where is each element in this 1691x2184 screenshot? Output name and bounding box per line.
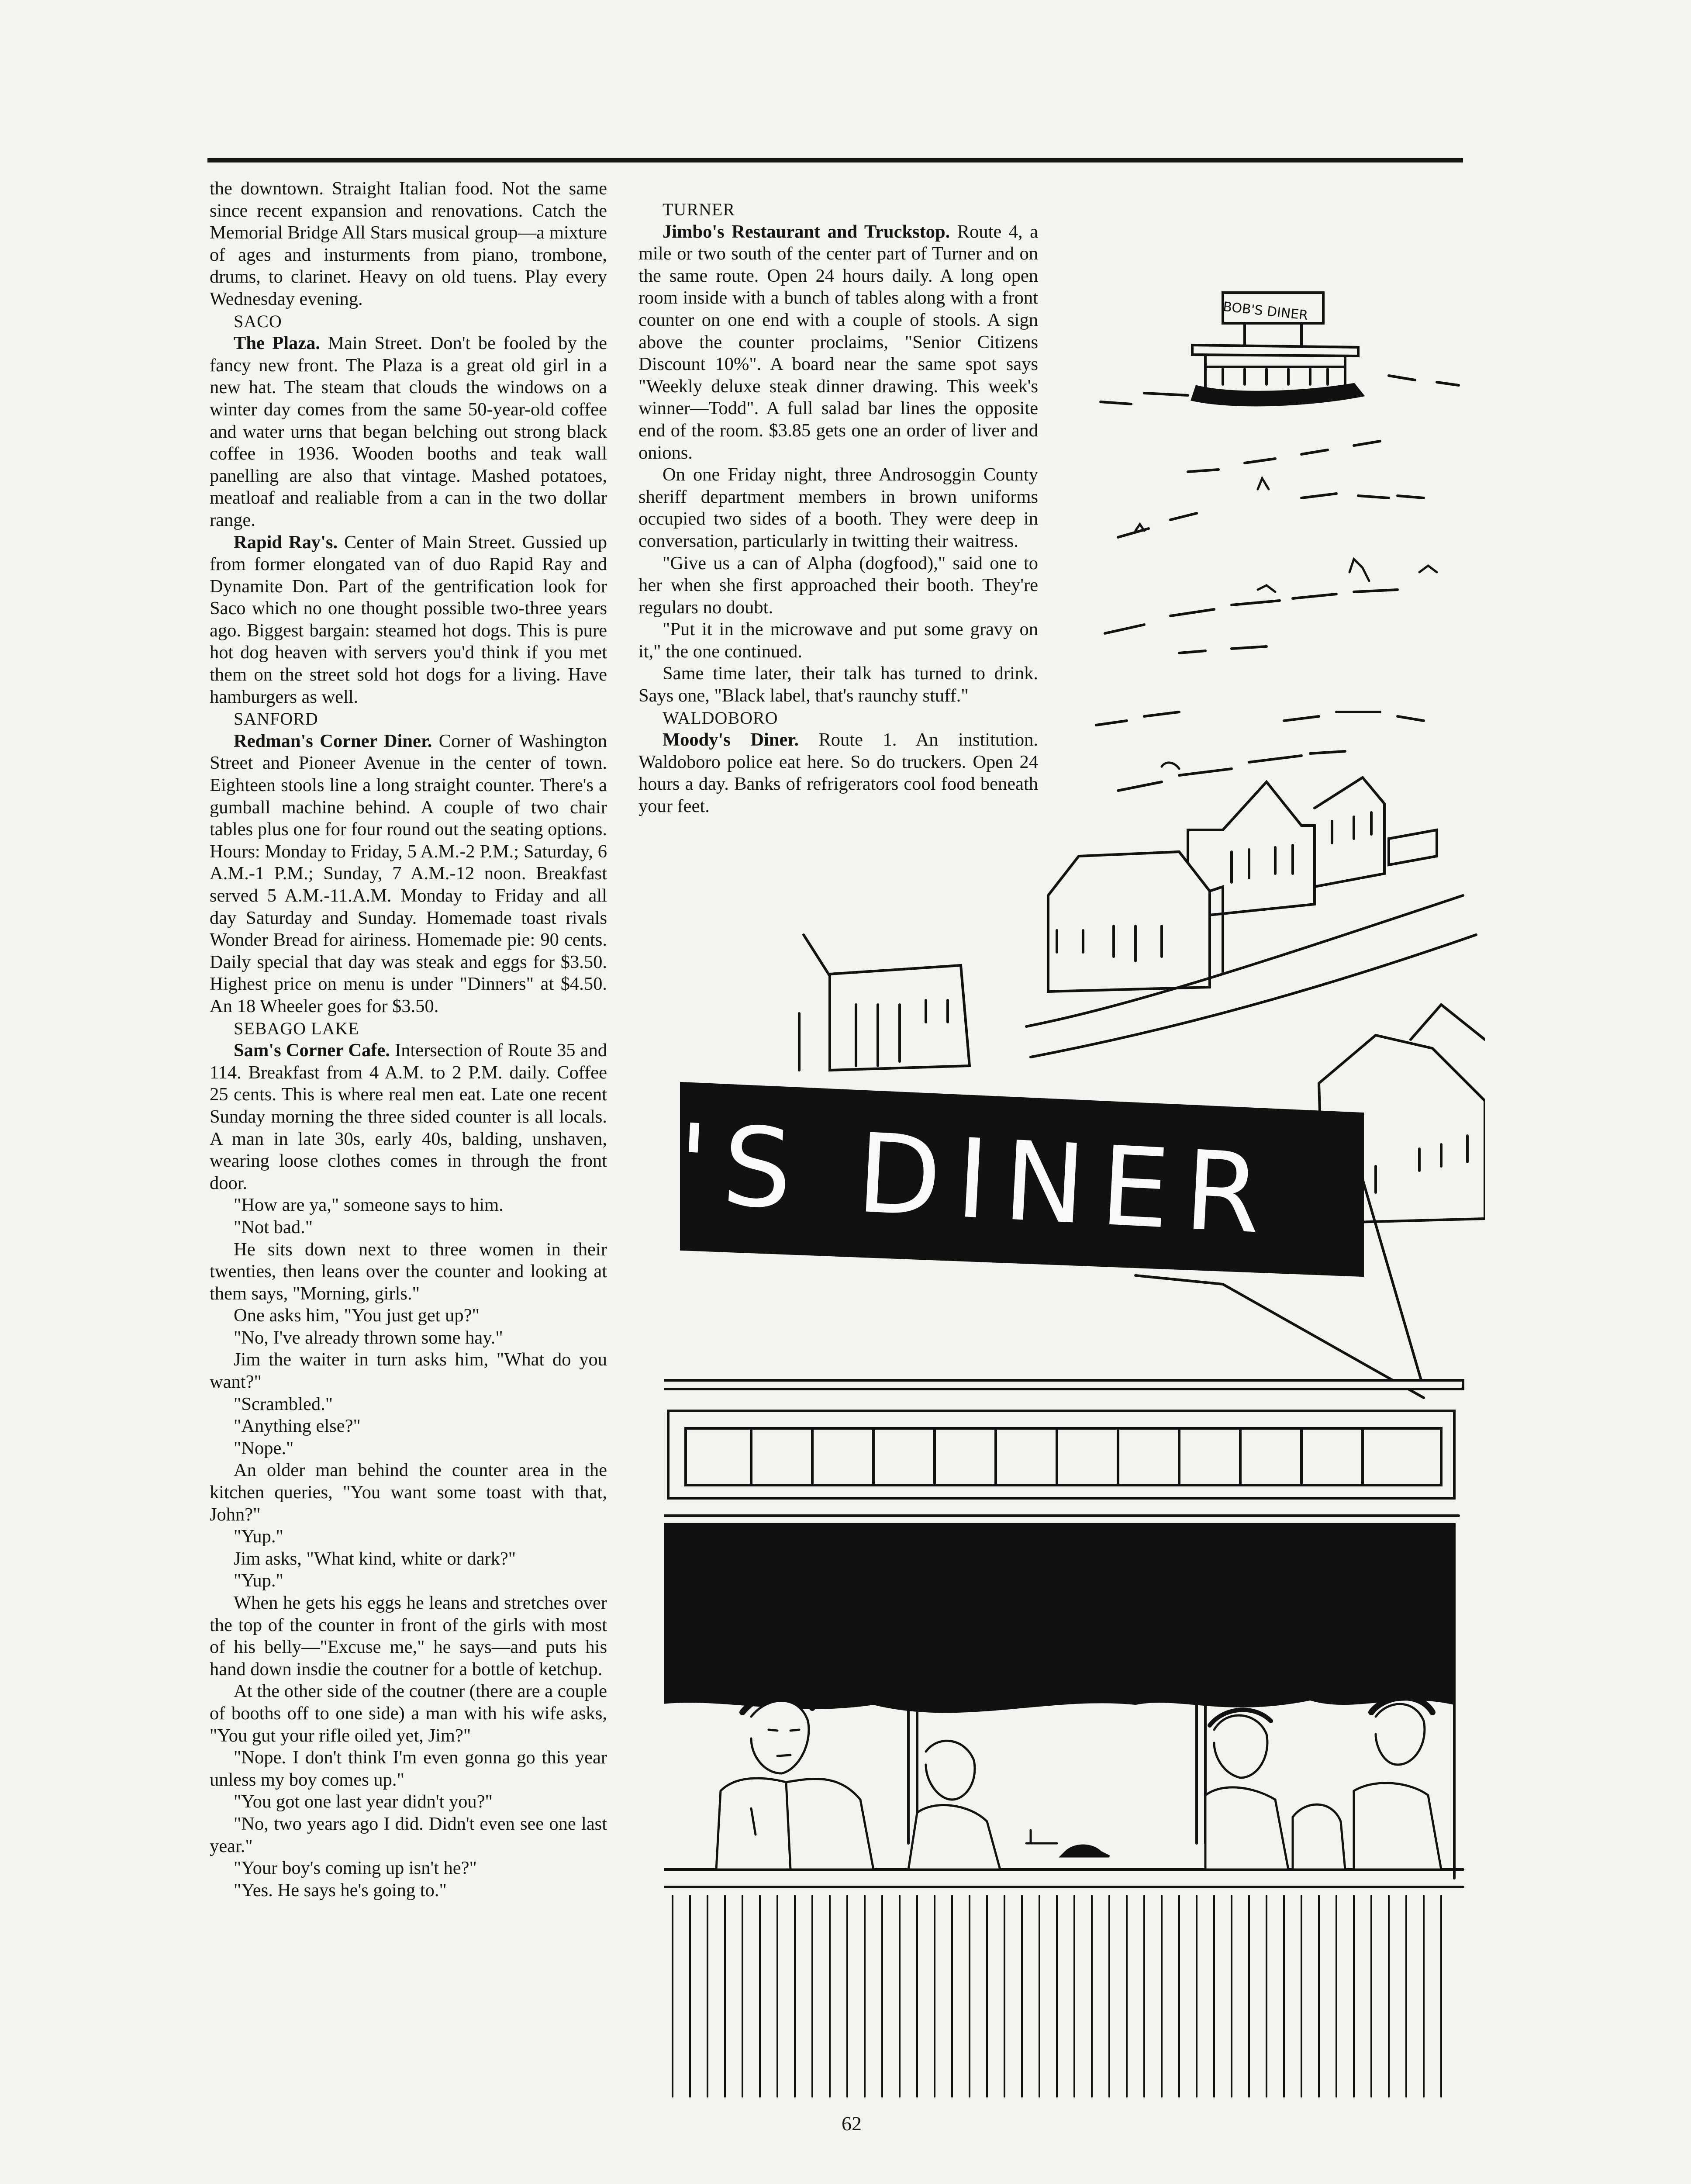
dialogue-line: One asks him, "You just get up?" — [234, 1305, 480, 1326]
dialogue-line: "Scrambled." — [234, 1393, 333, 1414]
dialogue-line: "Not bad." — [234, 1216, 313, 1237]
dialogue-line: Jim asks, "What kind, white or dark?" — [234, 1548, 516, 1569]
dialogue-line: Jim the waiter in turn asks him, "What do you want?" — [210, 1349, 607, 1393]
entry-name: The Plaza. — [234, 333, 320, 354]
entry-text: Route 4, a mile or two south of the center part of Turner and on the same route. Open 24 hours daily. A long open room inside with a bunch of tables along with a front counter on one end with a couple of stools. A sign above the counter proclaims, "Senior Citizens Discount 10%". A board near the same spot says "Weekly deluxe steak dinner drawing. This week's winner—Todd". A full salad bar lines the opposite end of the room. $3.85 gets one an order of liver and onions. — [638, 221, 1038, 463]
dialogue-line: At the other side of the coutner (there are a couple of booths off to one side) a man with his wife asks, "You gut your rifle oiled yet, Jim?" — [210, 1681, 607, 1746]
story-line: "Give us a can of Alpha (dogfood)," said one to her when she first approached their booth. They're regulars no doubt. — [638, 553, 1038, 618]
road-dashes-drawing — [1096, 441, 1437, 791]
entry-text: Main Street. Don't be fooled by the fancy new front. The Plaza is a great old girl in a new hat. The steam that clouds the windows on a winter day comes from the same 50-year-old coffee and water urns that began belching out strong black coffee in 1936. Wooden booths and teak wall panelling are also that vintage. Mashed potatoes, meatloaf and realiable from a can in the two dollar range. — [210, 333, 607, 530]
entry-text: Corner of Washington Street and Pioneer Avenue in the center of town. Eighteen stools line a long straight counter. There's a gumball machine behind. A couple of two chair tables plus one for four round out the seating options. Hours: Monday to Friday, 5 A.M.-2 P.M.; Saturday, 6 A.M.-1 P.M.; Sunday, 7 A.M.-12 noon. Breakfast served 5 A.M.-11.A.M. Monday to Friday and all day Saturday and Sunday. Homemade toast rivals Wonder Bread for airiness. Homemade pie: 90 cents. Daily special that day was steak and eggs for $3.50. Highest price on menu is under "Dinners" at $4.50. An 18 Wheeler goes for $3.50. — [210, 730, 607, 1016]
entry-text: Intersection of Route 35 and 114. Breakfast from 4 A.M. to 2 P.M. daily. Coffee 25 cents. This is where real men eat. Late one recent Sunday morning the three sided counter is all locals. A man in late 30s, early 40s, balding, unshaven, wearing loose clothes comes in through the front door. — [210, 1040, 607, 1193]
dialogue-line: He sits down next to three women in their twenties, then leans over the counter and looking at them says, "Morning, girls." — [210, 1239, 607, 1304]
story-line: Same time later, their talk has turned to drink. Says one, "Black label, that's raunchy stuff." — [638, 663, 1038, 706]
dialogue-line: "How are ya," someone says to him. — [234, 1195, 504, 1216]
entry-name: Moody's Diner. — [663, 729, 799, 750]
entry-redman — [210, 730, 607, 1018]
dialogue-line: "Yes. He says he's going to." — [234, 1880, 447, 1901]
dialogue-line: "Nope. I don't think I'm even gonna go this year unless my boy comes up." — [210, 1747, 607, 1790]
section-heading-turner: TURNER — [663, 200, 735, 219]
dialogue-line: "No, two years ago I did. Didn't even see one last year." — [210, 1813, 607, 1856]
story-line: "Put it in the microwave and put some gravy on it," the one continued. — [638, 619, 1038, 662]
entry-plaza — [210, 332, 607, 531]
dialogue-line: "Yup." — [234, 1526, 283, 1547]
front-fence-drawing — [673, 1896, 1441, 2097]
top-rule — [207, 158, 1463, 162]
diner-sign-text: 'S DINER — [674, 1100, 1279, 1259]
entry-text: Center of Main Street. Gussied up from former elongated van of duo Rapid Ray and Dynamite Don. Part of the gentrification look for Saco which no one thought possible two-three years ago. Biggest bargain: steamed hot dogs. This is pure hot dog heaven with servers you'd think if you met them on the street sold hot dogs for a living. Have hamburgers as well. — [210, 532, 607, 707]
dialogue-line: When he gets his eggs he leans and stretches over the top of the counter in front of the girls with most of his belly—"Excuse me," he says—and puts his hand down insdie the coutner for a bottle of ketchup. — [210, 1593, 607, 1679]
section-heading-waldoboro: WALDOBORO — [663, 708, 778, 728]
section-heading-saco: SACO — [234, 311, 282, 331]
dialogue-line: "Nope." — [234, 1438, 294, 1458]
dialogue-line: "You got one last year didn't you?" — [234, 1791, 493, 1812]
diner-patrons-drawing — [716, 1693, 1441, 1870]
distant-diner-sign-text: BOB'S DINER — [1222, 299, 1309, 324]
story-line: On one Friday night, three Androsoggin County sheriff department members in brown uniforms occupied two sides of a booth. They were deep in conversation, particularly in twitting their waitress. — [638, 464, 1038, 551]
entry-rapid-ray — [210, 532, 607, 708]
entry-sams — [210, 1040, 607, 1194]
entry-text: Route 1. An institution. Waldoboro police eat here. So do truckers. Open 24 hours a day. Banks of refrigerators cool food beneath your feet. — [638, 729, 1038, 817]
dialogue-line: "Anything else?" — [234, 1416, 361, 1437]
entry-name: Rapid Ray's. — [234, 532, 338, 553]
page-number: 62 — [842, 2112, 862, 2135]
left-column — [210, 178, 607, 1901]
dialogue-line: An older man behind the counter area in the kitchen queries, "You want some toast with that, John?" — [210, 1460, 607, 1525]
section-heading-sebago-lake: SEBAGO LAKE — [234, 1018, 359, 1038]
entry-name: Sam's Corner Cafe. — [234, 1040, 390, 1061]
dialogue-line: "Yup." — [234, 1570, 283, 1591]
section-heading-sanford: SANFORD — [234, 709, 318, 729]
dialogue-line: "Your boy's coming up isn't he?" — [234, 1858, 477, 1879]
entry-name: Jimbo's Restaurant and Truckstop. — [663, 221, 950, 242]
intro-paragraph: the downtown. Straight Italian food. Not the same since recent expansion and renovations. Catch the Memorial Bridge All Stars musical group—a mixture of ages and insturments from piano, trombone, drums, to clarinet. Heavy on old tuens. Play every Wednesday evening. — [210, 178, 607, 309]
dialogue-line: "No, I've already thrown some hay." — [234, 1327, 503, 1348]
entry-name: Redman's Corner Diner. — [234, 730, 432, 751]
